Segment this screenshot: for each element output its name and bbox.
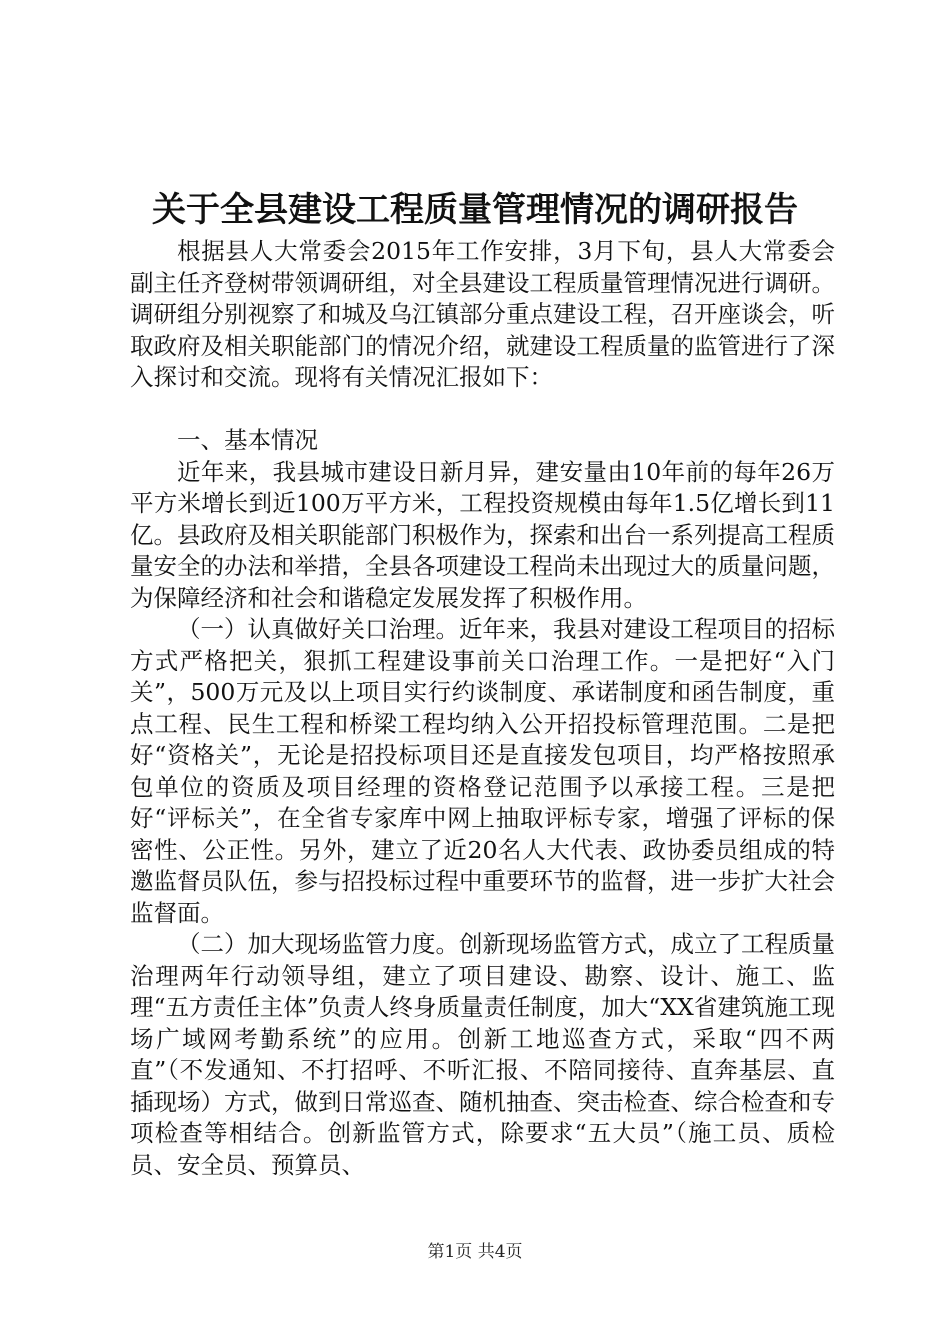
paragraph-gate-control: （一）认真做好关口治理。近年来，我县对建设工程项目的招标方式严格把关，狠抓工程建设事前关口治理工作。一是把好“入门关”，500万元及以上项目实行约谈制度、承诺制度和函告制度，重点工程、民生工程和桥梁工程均纳入公开招投标管理范围。二是把好“资格关”，无论是招投标项目还是直接发包项目，均严格按照承包单位的资质及项目经理的资格登记范围予以承接工程。三是把好“评标关”，在全省专家库中网上抽取评标专家，增强了评标的保密性、公正性。另外，建立了近20名人大代表、政协委员组成的特邀监督员队伍，参与招投标过程中重要环节的监督，进一步扩大社会监督面。	[130, 615, 835, 927]
document-title: 关于全县建设工程质量管理情况的调研报告	[152, 190, 798, 230]
section-heading-basic: 一、基本情况	[177, 426, 318, 454]
document-body	[130, 236, 835, 1181]
paragraph-intro: 根据县人大常委会2015年工作安排，3月下旬，县人大常委会副主任齐登树带领调研组，对全县建设工程质量管理情况进行调研。调研组分别视察了和城及乌江镇部分重点建设工程，召开座谈会，听取政府及相关职能部门的情况介绍，就建设工程质量的监管进行了深入探讨和交流。现将有关情况汇报如下：	[130, 237, 835, 391]
page-number-footer: 第1页 共4页	[427, 1242, 523, 1262]
paragraph-site-supervision: （二）加大现场监管力度。创新现场监管方式，成立了工程质量治理两年行动领导组，建立了项目建设、勘察、设计、施工、监理“五方责任主体”负责人终身质量责任制度，加大“XX省建筑施工现场广域网考勤系统”的应用。创新工地巡查方式，采取“四不两直”（不发通知、不打招呼、不听汇报、不陪同接待、直奔基层、直插现场）方式，做到日常巡查、随机抽查、突击检查、综合检查和专项检查等相结合。创新监管方式，除要求“五大员”（施工员、质检员、安全员、预算员、	[130, 930, 835, 1179]
paragraph-overview: 近年来，我县城市建设日新月异，建安量由10年前的每年26万平方米增长到近100万平方米，工程投资规模由每年1.5亿增长到11亿。县政府及相关职能部门积极作为，探索和出台一系列提高工程质量安全的办法和举措，全县各项建设工程尚未出现过大的质量问题，为保障经济和社会和谐稳定发展发挥了积极作用。	[130, 457, 835, 612]
